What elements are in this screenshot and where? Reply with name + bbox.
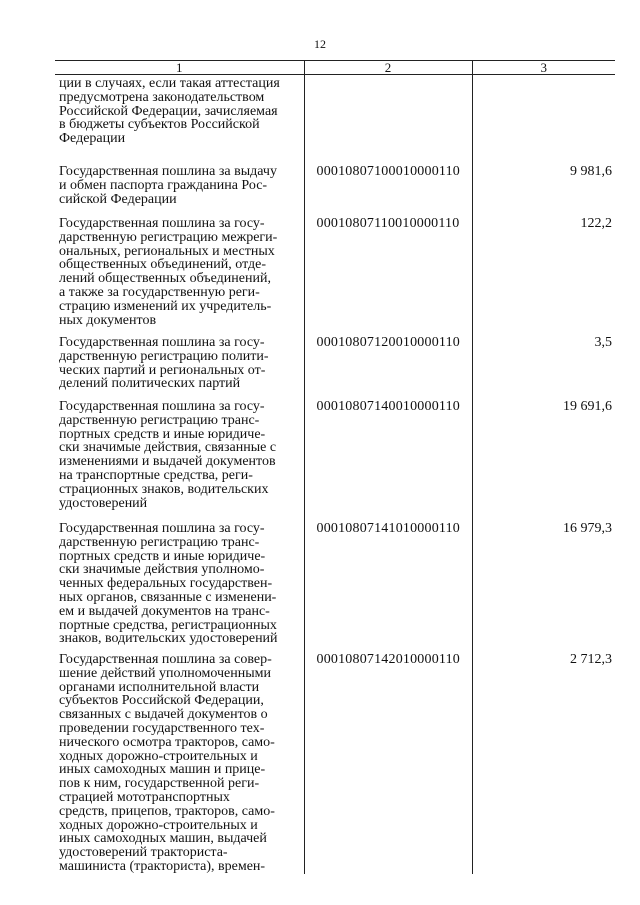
table-row [55,398,615,520]
revenue-name-line: иных самоходных машин и прице- [59,762,266,778]
revenue-name-line: делений политических партий [59,376,241,392]
budget-classification-code [304,75,472,164]
revenue-name-cell [55,520,304,651]
revenue-name-line: Государственная пошлина за выдачу [59,164,277,179]
revenue-name-cell [55,398,304,520]
revenue-name-line: ски значимые действия уполномо- [59,562,265,578]
revenue-table [55,60,615,874]
revenue-name-line: ции в случаях, если такая аттестация [59,76,280,91]
revenue-name-line: Федерации [59,131,126,147]
amount-value [472,75,615,164]
revenue-name-cell [55,215,304,334]
table-body [55,75,615,874]
budget-classification-code: 00010807140010000110 [304,398,472,520]
revenue-name-line: дарственную регистрацию межреги- [59,229,278,245]
revenue-name-line: Государственная пошлина за совер- [59,652,272,667]
revenue-name-line: а также за государственную реги- [59,284,260,300]
budget-classification-code: 00010807141010000110 [304,520,472,651]
budget-classification-code: 00010807110010000110 [304,215,472,334]
revenue-name-line: в бюджеты субъектов Российской [59,117,260,133]
revenue-name-cell [55,334,304,398]
revenue-name-line: ональных, региональных и местных [59,243,275,259]
revenue-name-line: Государственная пошлина за госу- [59,399,265,414]
amount-value: 16 979,3 [563,521,612,536]
revenue-name-line: Государственная пошлина за госу- [59,335,265,350]
revenue-name-line: органами исполнительной власти [59,679,260,695]
budget-classification-code: 00010807100010000110 [304,163,472,215]
revenue-name-line: предусмотрена законодательством [59,89,265,105]
revenue-name-cell [55,75,304,164]
revenue-name-line: иных самоходных машин, выдачей [59,831,267,847]
amount-value: 3,5 [594,335,612,350]
revenue-name-line: Государственная пошлина за госу- [59,521,265,536]
table-row [55,75,615,164]
revenue-name-line: портных средств и иные юридиче- [59,426,266,442]
revenue-name-line: ходных дорожно-строительных и [59,817,258,833]
revenue-name-line: портных средств и иные юридиче- [59,548,266,564]
amount-value: 2 712,3 [570,652,612,667]
revenue-name-line: удостоверений [59,495,148,511]
revenue-name-line: средств, прицепов, тракторов, само- [59,803,275,819]
revenue-name-line: проведении государственного тех- [59,720,265,736]
amount-value: 19 691,6 [563,399,612,414]
budget-classification-code: 00010807120010000110 [304,334,472,398]
table-row [55,520,615,651]
column-header-3: 3 [472,61,615,75]
revenue-name-line: ных органов, связанные с изменени- [59,589,277,605]
revenue-name-cell [55,163,304,215]
table-row [55,163,615,215]
amount-value: 9 981,6 [570,164,612,179]
revenue-name-line: удостоверений тракториста- [59,845,228,861]
column-header-2: 2 [304,61,472,75]
revenue-name-line: дарственную регистрацию транс- [59,412,260,428]
revenue-name-line: знаков, водительских удостоверений [59,631,278,647]
revenue-name-line: ченных федеральных государствен- [59,576,273,592]
revenue-name-line: шение действий уполномоченными [59,665,271,681]
revenue-name-line: страционных знаков, водительских [59,481,269,497]
table-header-row [55,61,615,75]
budget-classification-code: 00010807142010000110 [304,651,472,874]
revenue-name-cell [55,651,304,874]
revenue-name-line: ных документов [59,312,157,328]
revenue-name-line: портные средства, регистрационных [59,617,277,633]
revenue-name-line: Государственная пошлина за госу- [59,216,265,231]
table-row [55,651,615,874]
table-row [55,334,615,398]
revenue-name-line: ски значимые действия, связанные с [59,440,277,456]
revenue-name-line: и обмен паспорта гражданина Рос- [59,177,268,193]
revenue-name-line: лений общественных объединений, [59,271,271,287]
page-number: 12 [314,37,326,51]
revenue-name-line: ходных дорожно-строительных и [59,748,258,764]
revenue-name-line: связанных с выдачей документов о [59,707,268,723]
table-row [55,215,615,334]
revenue-name-line: страцией мототранспортных [59,789,230,805]
revenue-name-line: на транспортные средства, реги- [59,467,253,483]
revenue-name-line: Российской Федерации, зачисляемая [59,103,278,119]
revenue-name-line: ческих партий и региональных от- [59,362,266,378]
revenue-name-line: пов к ним, государственной реги- [59,776,260,792]
revenue-name-line: ем и выдачей документов на транс- [59,603,270,619]
revenue-name-line: сийской Федерации [59,191,177,207]
column-header-1: 1 [55,61,304,75]
amount-value: 122,2 [580,216,612,231]
revenue-name-line: субъектов Российской Федерации, [59,693,264,709]
revenue-name-line: дарственную регистрацию транс- [59,534,260,550]
revenue-name-line: нического осмотра тракторов, само- [59,734,275,750]
revenue-name-line: машиниста (тракториста), времен- [59,858,266,874]
revenue-name-line: страцию изменений их учредитель- [59,298,272,314]
revenue-name-line: общественных объединений, отде- [59,257,267,273]
revenue-name-line: дарственную регистрацию полити- [59,348,269,364]
revenue-name-line: изменениями и выдачей документов [59,454,276,470]
